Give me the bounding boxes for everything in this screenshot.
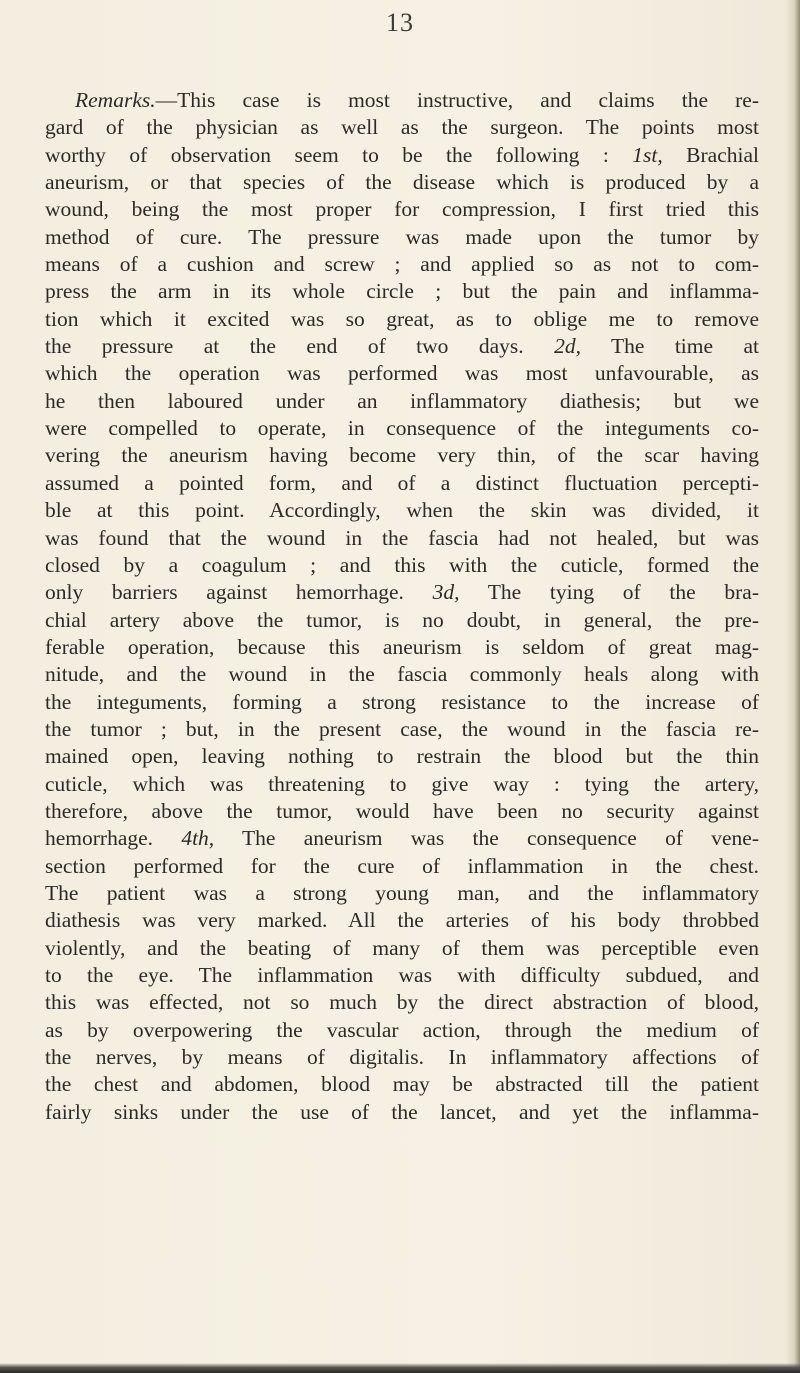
- text-line: the chest and abdomen, blood may be abstracted till the patient: [45, 1072, 759, 1097]
- text-line: mained open, leaving nothing to restrain the blood but the thin: [45, 744, 759, 769]
- remarks-paragraph: [45, 87, 759, 1126]
- text-line: the tumor ; but, in the present case, the wound in the fascia re-: [45, 716, 759, 741]
- text-line: to the eye. The inflammation was with difficulty subdued, and: [45, 963, 759, 987]
- text-line: were compelled to operate, in consequence of the integuments co-: [45, 416, 759, 441]
- text-line: press the arm in its whole circle ; but the pain and inflamma-: [45, 279, 759, 304]
- text-line: the nerves, by means of digitalis. In inflammatory affections of: [45, 1045, 759, 1070]
- text-line: gard of the physician as well as the surgeon. The points most: [45, 115, 759, 140]
- text-line: aneurism, or that species of the disease which is produced by a: [45, 170, 759, 195]
- page-bottom-edge: [0, 1363, 800, 1373]
- text-line: fairly sinks under the use of the lancet, and yet the inflamma-: [45, 1099, 759, 1124]
- text-line: violently, and the beating of many of them was perceptible even: [45, 935, 759, 960]
- text-line: worthy of observation seem to be the following : 1st, Brachial: [45, 142, 759, 167]
- text-line: wound, being the most proper for compression, I first tried this: [45, 197, 759, 222]
- text-line: Remarks.—This case is most instructive, and claims the re-: [75, 88, 759, 112]
- point-ordinal: 4th,: [181, 826, 215, 851]
- text-line: therefore, above the tumor, would have been no security against: [45, 798, 759, 823]
- text-line: hemorrhage. 4th, The aneurism was the consequence of vene-: [45, 826, 759, 851]
- text-line: assumed a pointed form, and of a distinct fluctuation percepti-: [45, 470, 759, 495]
- text-line: The patient was a strong young man, and the inflammatory: [45, 880, 759, 905]
- page-number: 13: [386, 8, 414, 37]
- text-line: was found that the wound in the fascia had not healed, but was: [45, 525, 759, 550]
- text-line: method of cure. The pressure was made upon the tumor by: [45, 224, 759, 249]
- text-line: section performed for the cure of inflammation in the chest.: [45, 853, 759, 878]
- text-line: tion which it excited was so great, as to oblige me to remove: [45, 306, 759, 331]
- text-line: this was effected, not so much by the direct abstraction of blood,: [45, 990, 759, 1015]
- text-line: closed by a coagulum ; and this with the cuticle, formed the: [45, 552, 759, 577]
- text-line: ferable operation, because this aneurism is seldom of great mag-: [45, 634, 759, 659]
- text-line: the pressure at the end of two days. 2d, The time at: [45, 334, 759, 359]
- text-line: chial artery above the tumor, is no doubt, in general, the pre-: [45, 607, 759, 632]
- point-ordinal: 3d,: [432, 580, 460, 605]
- text-line: the integuments, forming a strong resistance to the increase of: [45, 689, 759, 714]
- point-ordinal: 1st,: [632, 142, 663, 167]
- text-line: which the operation was performed was most unfavourable, as: [45, 361, 759, 386]
- text-line: vering the aneurism having become very thin, of the scar having: [45, 443, 759, 468]
- text-line: he then laboured under an inflammatory diathesis; but we: [45, 388, 759, 413]
- text-line: ble at this point. Accordingly, when the skin was divided, it: [45, 498, 759, 523]
- text-line: means of a cushion and screw ; and applied so as not to com-: [45, 252, 759, 277]
- text-line: cuticle, which was threatening to give way : tying the artery,: [45, 771, 759, 796]
- text-line: as by overpowering the vascular action, through the medium of: [45, 1017, 759, 1042]
- text-line: nitude, and the wound in the fascia commonly heals along with: [45, 662, 759, 687]
- point-ordinal: 2d,: [554, 334, 581, 359]
- text-line: only barriers against hemorrhage. 3d, The tying of the bra-: [45, 580, 759, 605]
- remarks-heading: Remarks.: [75, 88, 156, 112]
- page-edge-shadow: [786, 0, 800, 1373]
- text-line: diathesis was very marked. All the arteries of his body throbbed: [45, 908, 759, 933]
